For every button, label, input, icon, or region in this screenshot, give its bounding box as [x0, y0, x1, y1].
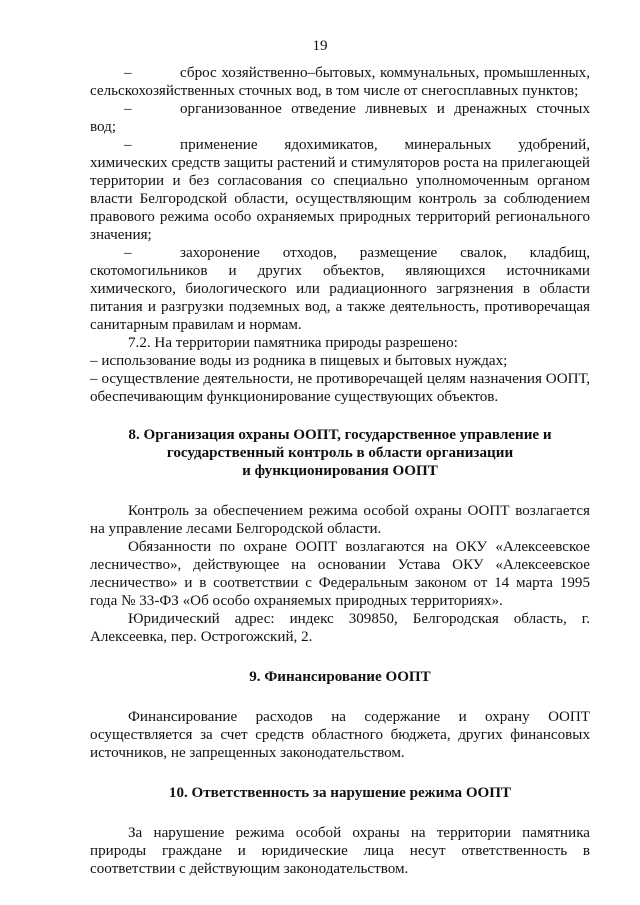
section-9-heading: 9. Финансирование ООПТ	[249, 669, 431, 685]
prohibited-item-text: применение ядохимикатов, минеральных удобрений, химических средств защиты растений и стимуляторов роста на прилегающей территории и без согласования со специально уполномоченным органом власти Белгородской области, осуществляющим контроль за соблюдением правового режима особо охраняемых природных территорий регионального значения;	[90, 137, 590, 243]
section-8-paragraph: Юридический адрес: индекс 309850, Белгородская область, г. Алексеевка, пер. Острогожский, 2.	[90, 611, 590, 645]
prohibited-item-text: захоронение отходов, размещение свалок, кладбищ, скотомогильников и других объектов, являющихся источниками химического, биологического или радиационного загрязнения в области питания и разгрузки подземных вод, а также деятельность, противоречащая санитарным правилам и нормам.	[90, 245, 590, 333]
prohibited-item	[90, 64, 590, 100]
prohibited-item	[90, 244, 590, 334]
allowed-item: – использование воды из родника в пищевых и бытовых нуждах;	[90, 353, 508, 369]
page-content	[90, 64, 590, 878]
prohibited-item	[90, 100, 590, 136]
section-8-paragraph: Контроль за обеспечением режима особой охраны ООПТ возлагается на управление лесами Белгородской области.	[90, 503, 590, 537]
prohibited-item	[90, 136, 590, 244]
dash-marker: –	[124, 65, 132, 81]
dash-marker: –	[124, 137, 132, 153]
prohibited-item-text: сброс хозяйственно–бытовых, коммунальных, промышленных, сельскохозяйственных сточных вод, в том числе от снегосплавных пунктов;	[90, 65, 590, 99]
section-8-heading-line: 8. Организация охраны ООПТ, государственное управление и	[128, 427, 552, 443]
section-10-paragraph: За нарушение режима особой охраны на территории памятника природы граждане и юридические лица несут ответственность в соответствии с действующим законодательством.	[90, 825, 590, 877]
dash-marker: –	[124, 245, 132, 261]
section-8-heading	[90, 426, 590, 480]
section-10-heading: 10. Ответственность за нарушение режима ООПТ	[168, 785, 512, 801]
section-8-paragraph: Обязанности по охране ООПТ возлагаются на ОКУ «Алексеевское лесничество», действующее на основании Устава ОКУ «Алексеевское лесничество» и в соответствии с Федеральным законом от 14 марта 1995 года № 33-ФЗ «Об особо охраняемых природных территориях».	[90, 539, 590, 609]
page-number: 19	[312, 38, 328, 54]
allowed-item: – осуществление деятельности, не противоречащей целям назначения ООПТ, обеспечивающим функционирование существующих объектов.	[90, 371, 590, 405]
section-8-heading-line: и функционирования ООПТ	[242, 463, 438, 479]
prohibited-item-text: организованное отведение ливневых и дренажных сточных вод;	[90, 101, 590, 135]
dash-marker: –	[124, 101, 132, 117]
section-8-heading-line: государственный контроль в области организации	[166, 445, 514, 461]
section-7-2-intro: 7.2. На территории памятника природы разрешено:	[128, 335, 458, 351]
section-9-paragraph: Финансирование расходов на содержание и охрану ООПТ осуществляется за счет средств областного бюджета, других финансовых источников, не запрещенных законодательством.	[90, 709, 590, 761]
